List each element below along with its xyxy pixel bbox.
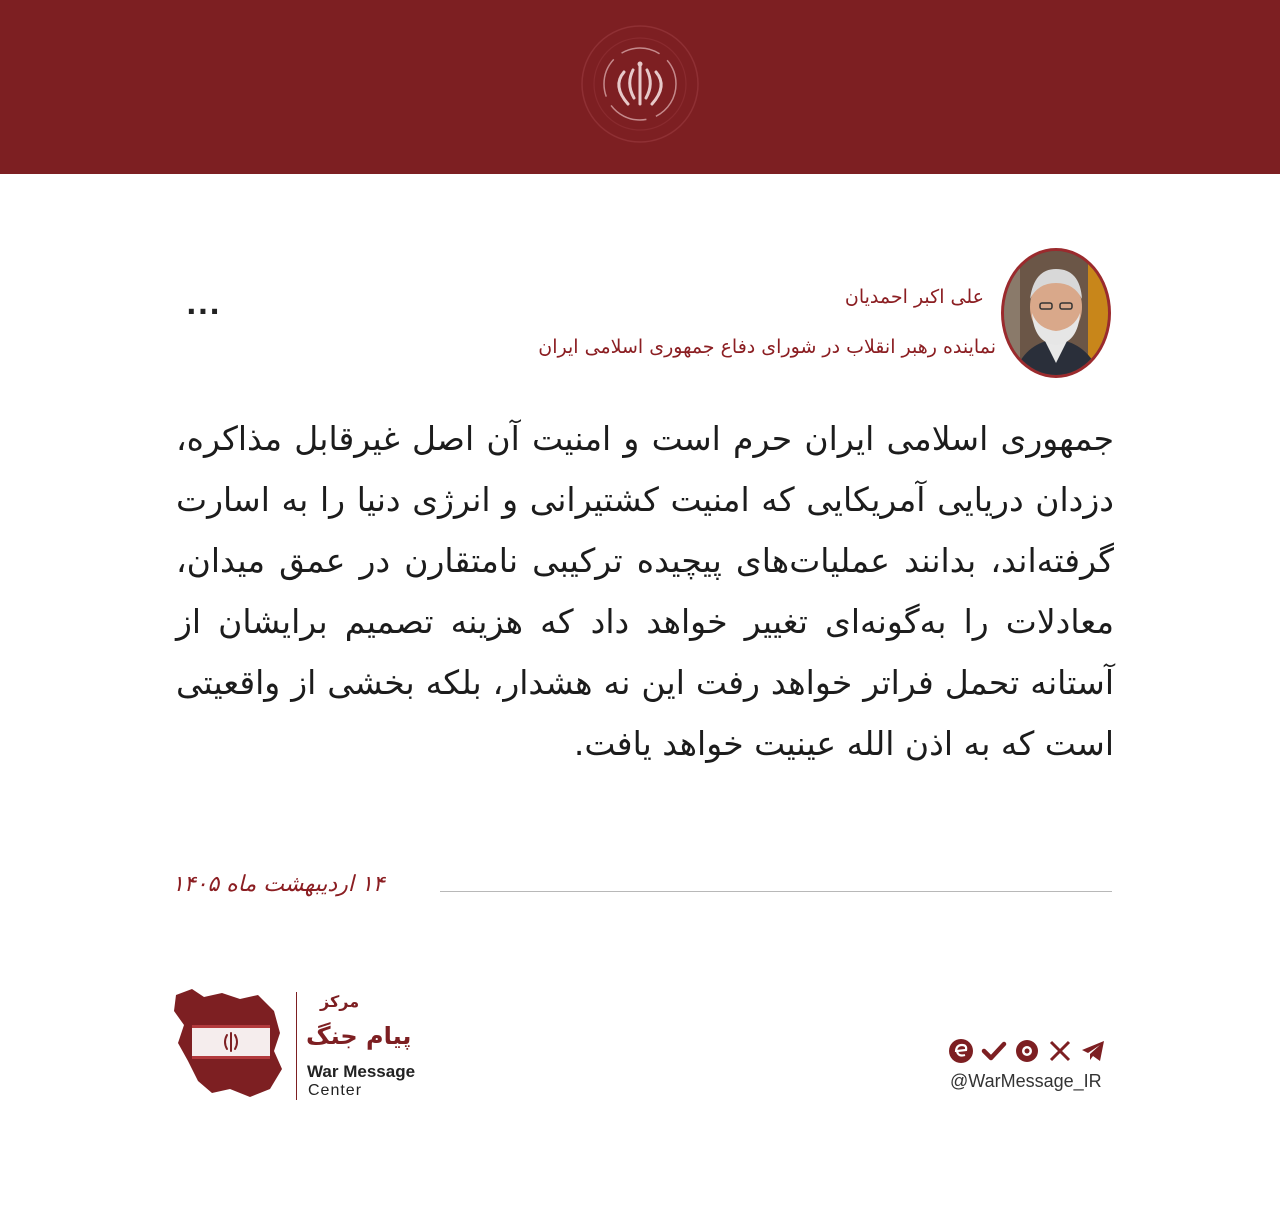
rubika-check-icon[interactable] <box>981 1038 1007 1064</box>
social-icons <box>948 1038 1106 1064</box>
author-name: علی اکبر احمدیان <box>844 286 984 308</box>
logo-english-line1: War Message <box>307 1062 416 1081</box>
telegram-icon[interactable] <box>1080 1038 1106 1064</box>
iran-map-logo <box>170 985 290 1105</box>
bale-icon[interactable] <box>1014 1038 1040 1064</box>
social-handle[interactable]: @WarMessage_IR <box>950 1071 1102 1091</box>
header-banner <box>0 0 1280 174</box>
divider <box>440 891 1112 892</box>
logo-separator <box>296 992 297 1100</box>
logo-payam: پیام جنگ <box>306 1022 412 1050</box>
logo-markaz: مرکز <box>320 992 360 1011</box>
quote-text: جمهوری اسلامی ایران حرم است و امنیت آن اصل غیرقابل مذاکره، دزدان دریایی آمریکایی که امنیت کشتیرانی و انرژی دنیا را به اسارت گرفته‌اند، بدانند عملیات‌های پیچیده ترکیبی نامتقارن در عمق میدان، معادلات را به‌گونه‌ای تغییر خواهد داد که هزینه تصمیم برایشان از آستانه تحمل فراتر خواهد رفت این نه هشدار، بلکه بخشی از واقعیتی است که به اذن الله عینیت خواهد یافت. <box>176 419 1114 763</box>
x-icon[interactable] <box>1047 1038 1073 1064</box>
more-options-button[interactable]: ... <box>186 288 221 321</box>
date-label: ۱۴ اردیبهشت ماه ۱۴۰۵ <box>172 872 385 897</box>
author-avatar <box>1001 248 1111 378</box>
iran-emblem-icon <box>540 0 740 174</box>
author-role: نماینده رهبر انقلاب در شورای دفاع جمهوری اسلامی ایران <box>538 336 996 358</box>
eitaa-icon[interactable] <box>948 1038 974 1064</box>
logo-english-line2: Center <box>308 1082 363 1099</box>
